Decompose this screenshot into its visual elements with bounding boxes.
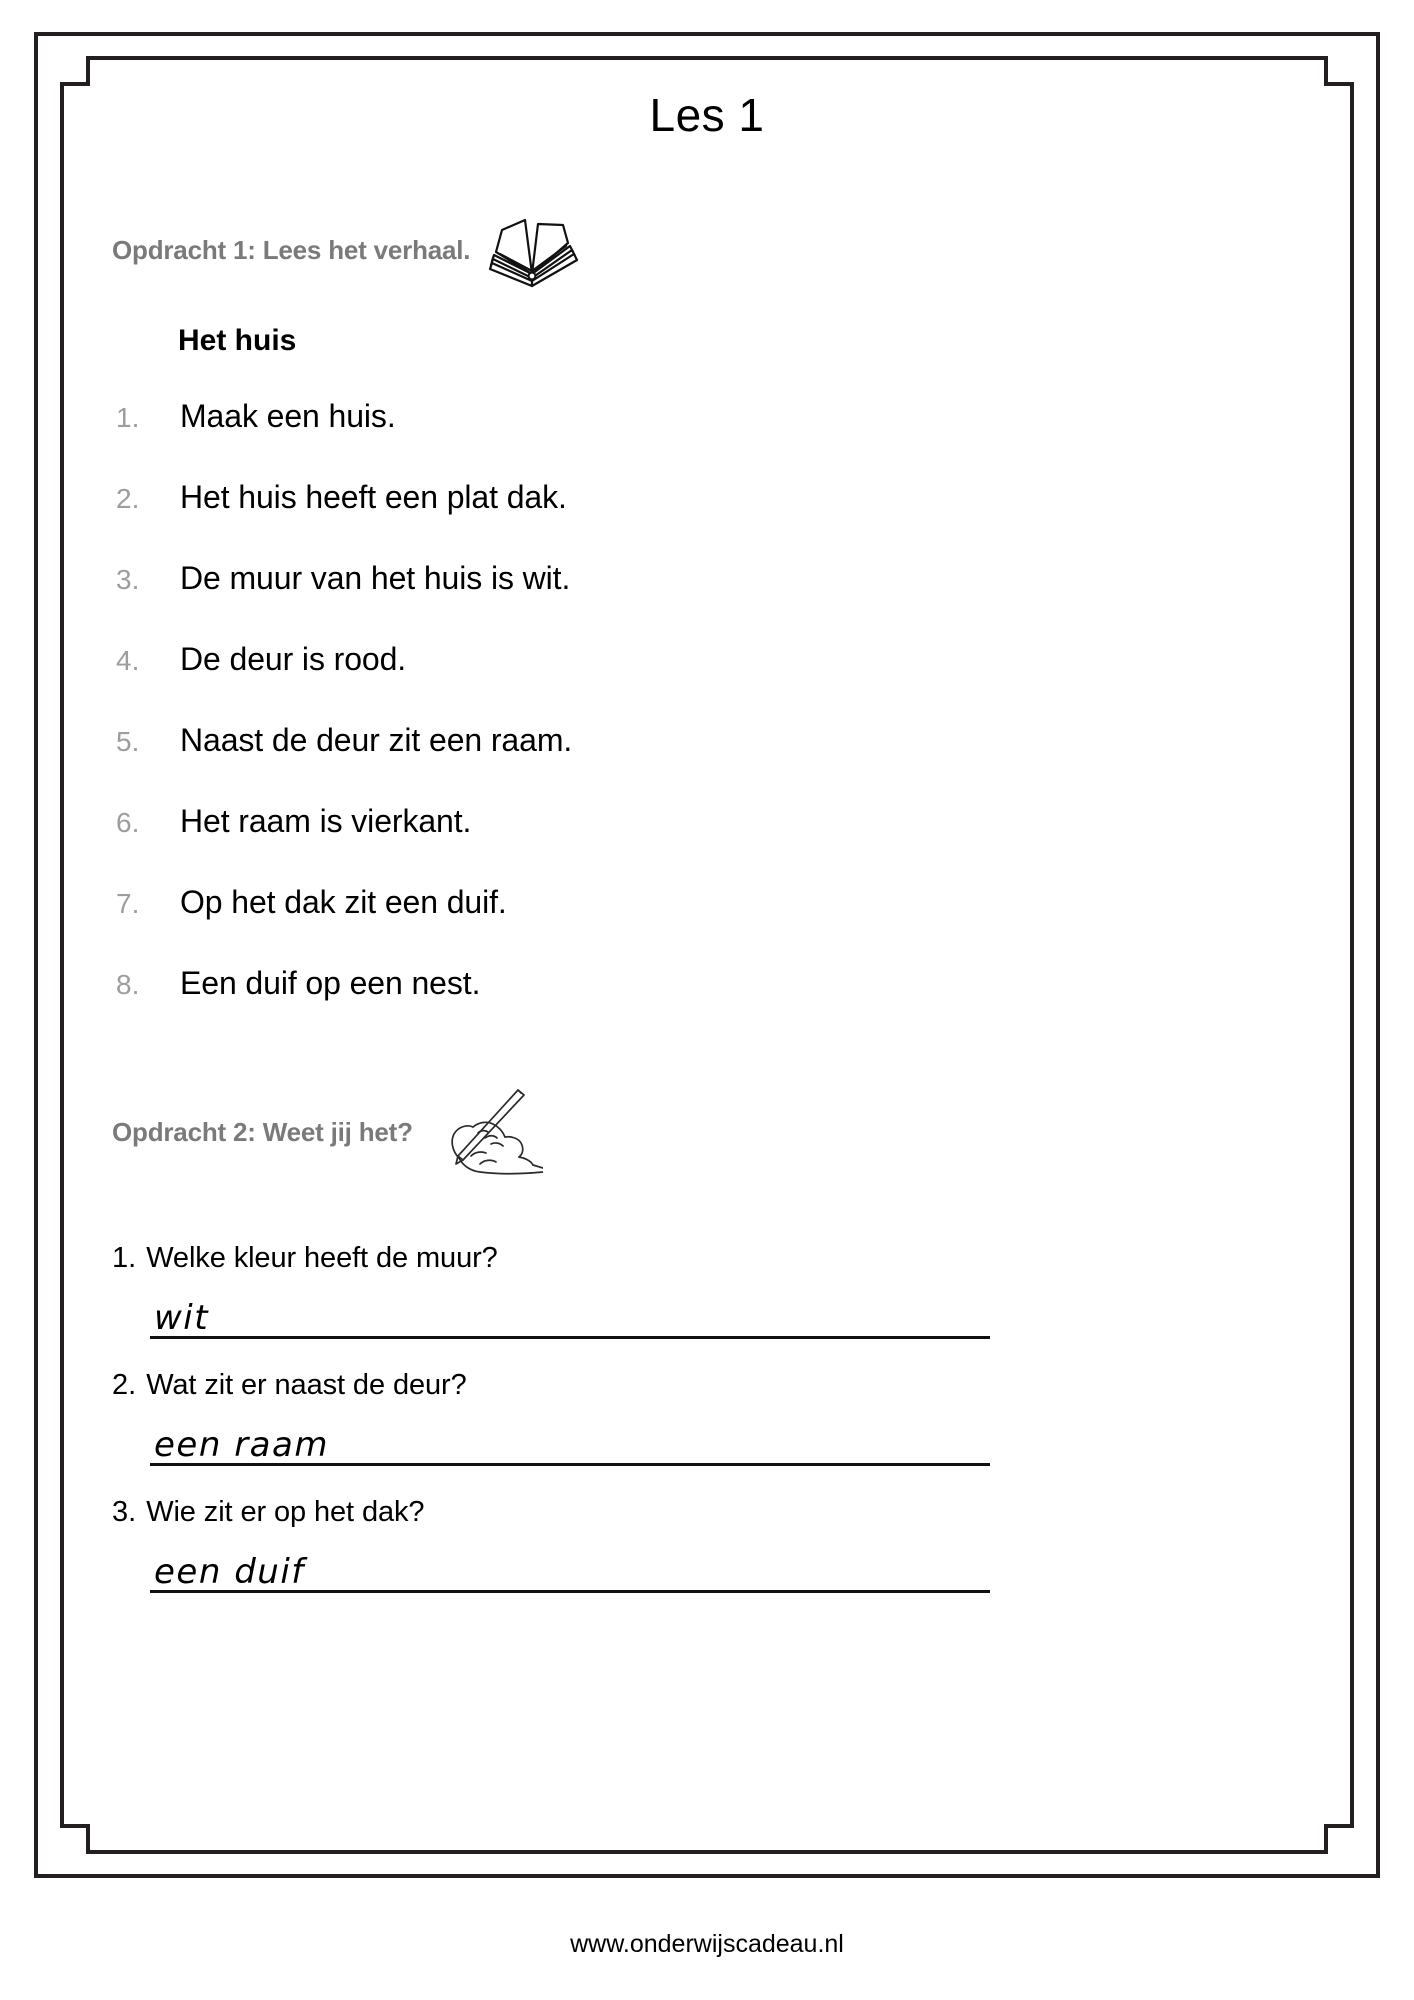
question-number: 1. [112, 1242, 137, 1274]
answer-line[interactable] [150, 1412, 990, 1466]
story-item [116, 398, 1314, 435]
footer-url[interactable]: www.onderwijscadeau.nl [570, 1930, 844, 1958]
answer-text: een duif [154, 1552, 305, 1592]
story-item-text: Het raam is vierkant. [180, 803, 472, 839]
question-row [112, 1242, 1314, 1275]
story-item-text: Maak een huis. [180, 398, 396, 434]
question-text: Wat zit er naast de deur? [146, 1369, 467, 1401]
page-footer [0, 1930, 1414, 1959]
story-item [116, 722, 1314, 759]
page-title: Les 1 [649, 89, 765, 141]
section-heading-opdracht-2 [112, 1086, 1314, 1178]
open-book-icon [480, 212, 584, 288]
question-list [112, 1242, 1314, 1593]
story-item-number: 6. [116, 807, 140, 838]
story-item-text: De muur van het huis is wit. [180, 560, 571, 596]
story-item-text: De deur is rood. [180, 641, 407, 677]
answer-line[interactable] [150, 1285, 990, 1339]
border-corner-bottom-left [60, 1824, 90, 1854]
story-item [116, 641, 1314, 678]
story-title: Het huis [178, 324, 297, 357]
story-item-number: 8. [116, 969, 140, 1000]
question-block [112, 1369, 1314, 1466]
answer-line[interactable] [150, 1539, 990, 1593]
question-block [112, 1496, 1314, 1593]
worksheet-content [100, 80, 1314, 1623]
story-item [116, 803, 1314, 840]
writing-hand-icon [423, 1086, 543, 1178]
section-heading-label: Opdracht 1: Lees het verhaal. [112, 234, 471, 265]
story-item [116, 560, 1314, 597]
section-heading-opdracht-1 [112, 212, 1314, 288]
story-item [116, 884, 1314, 921]
answer-text: wit [154, 1298, 210, 1338]
story-item-number: 4. [116, 645, 140, 676]
story-item-text: Op het dak zit een duif. [180, 884, 507, 920]
story-item-text: Een duif op een nest. [180, 965, 481, 1001]
section-heading-label: Opdracht 2: Weet jij het? [112, 1116, 413, 1147]
story-list [116, 398, 1314, 1002]
border-corner-top-left [60, 56, 90, 86]
story-item-number: 7. [116, 888, 140, 919]
answer-text: een raam [154, 1425, 329, 1465]
border-corner-top-right [1324, 56, 1354, 86]
story-item-text: Het huis heeft een plat dak. [180, 479, 567, 515]
story-item-text: Naast de deur zit een raam. [180, 722, 573, 758]
question-number: 3. [112, 1496, 137, 1528]
question-row [112, 1369, 1314, 1402]
question-number: 2. [112, 1369, 137, 1401]
question-text: Wie zit er op het dak? [146, 1496, 425, 1528]
question-block [112, 1242, 1314, 1339]
question-row [112, 1496, 1314, 1529]
question-text: Welke kleur heeft de muur? [146, 1242, 498, 1274]
story-item [116, 965, 1314, 1002]
story-item-number: 2. [116, 483, 140, 514]
story-item-number: 1. [116, 402, 140, 433]
border-corner-bottom-right [1324, 1824, 1354, 1854]
story-item-number: 3. [116, 564, 140, 595]
story-item [116, 479, 1314, 516]
story-item-number: 5. [116, 726, 140, 757]
